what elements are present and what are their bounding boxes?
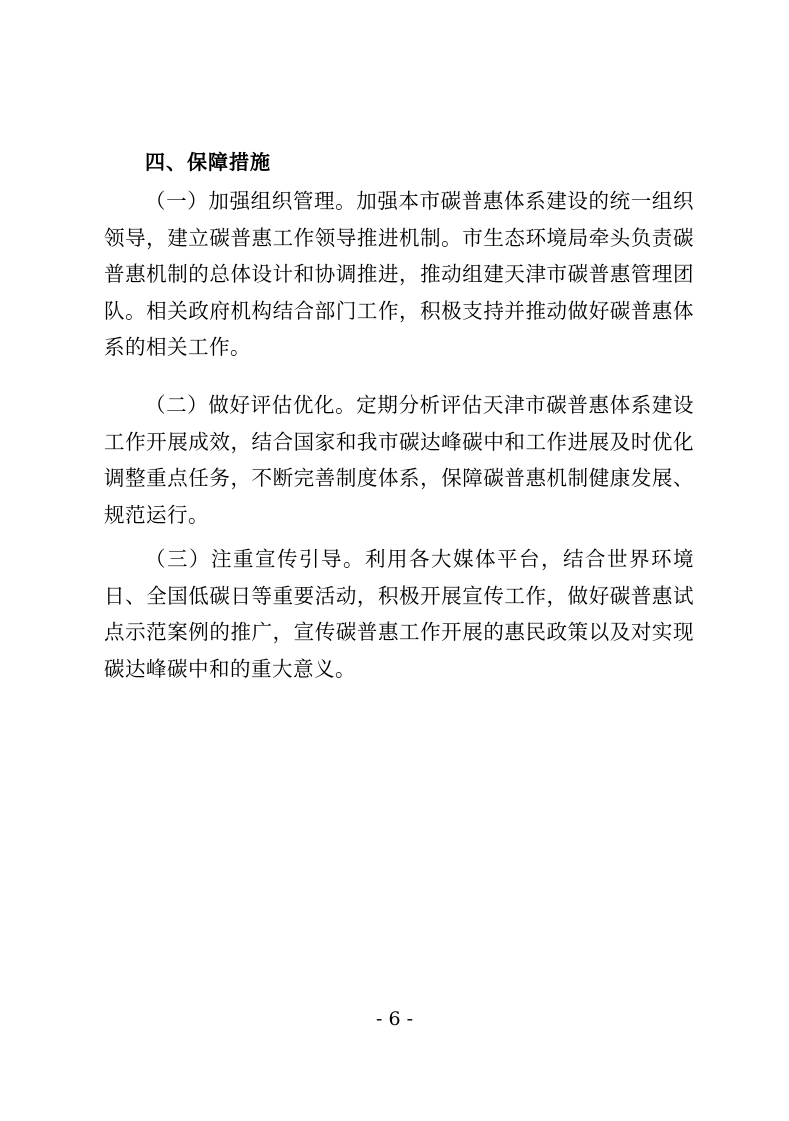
page-number: - 6 - xyxy=(375,1008,413,1030)
paragraph-publicity-guidance: （三）注重宣传引导。利用各大媒体平台，结合世界环境日、全国低碳日等重要活动，积极开展宣传工作，做好碳普惠试点示范案例的推广，宣传碳普惠工作开展的惠民政策以及对实现碳达峰碳中和的重大意义。 xyxy=(104,547,694,681)
paragraph-organization-management: （一）加强组织管理。加强本市碳普惠体系建设的统一组织领导，建立碳普惠工作领导推进机制。市生态环境局牵头负责碳普惠机制的总体设计和协调推进，推动组建天津市碳普惠管理团队。相关政府机构结合部门工作，积极支持并推动做好碳普惠体系的相关工作。 xyxy=(104,189,694,359)
section-heading: 四、保障措施 xyxy=(145,150,271,174)
paragraph-evaluation-optimization: （二）做好评估优化。定期分析评估天津市碳普惠体系建设工作开展成效，结合国家和我市碳达峰碳中和工作进展及时优化调整重点任务，不断完善制度体系，保障碳普惠机制健康发展、规范运行。 xyxy=(104,393,694,527)
